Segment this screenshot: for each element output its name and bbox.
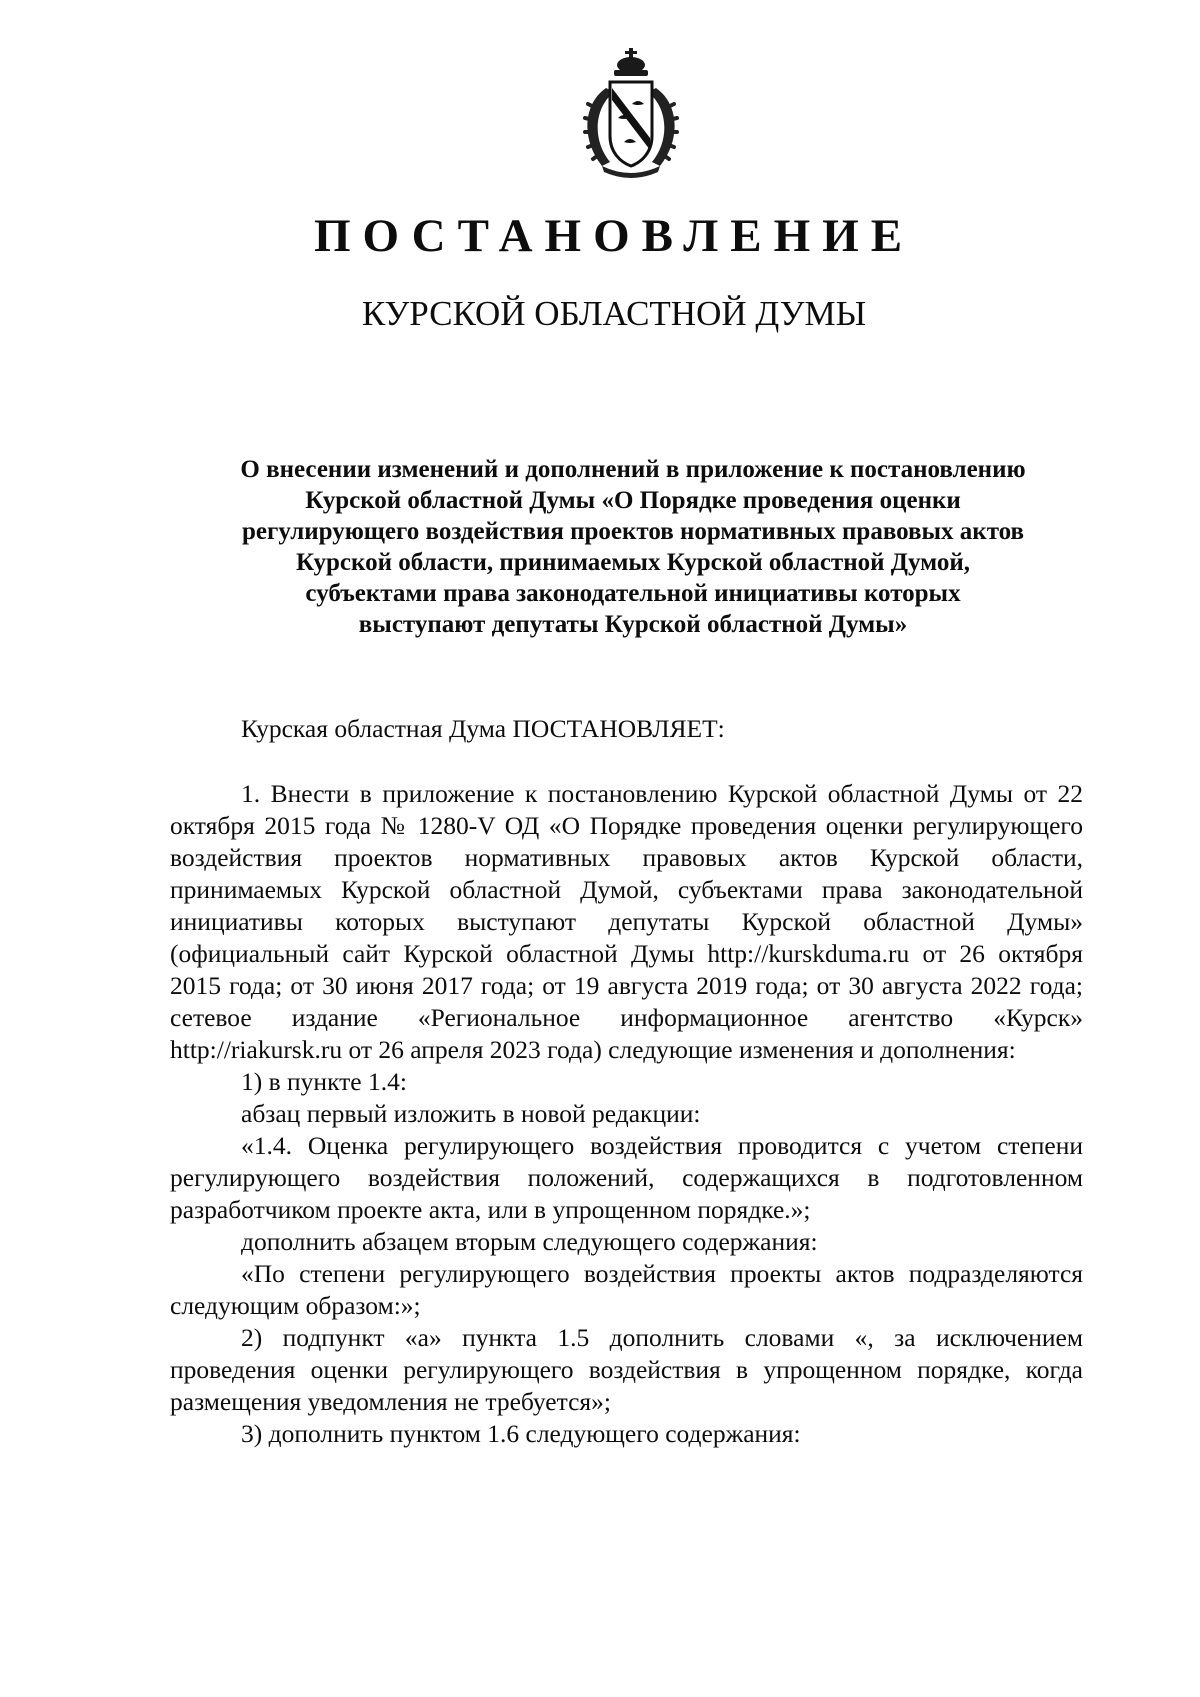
coat-of-arms-icon	[566, 48, 696, 178]
paragraph: 1) в пункте 1.4:	[241, 1067, 407, 1096]
paragraph: 2) подпункт «а» пункта 1.5 дополнить словами «, за исключением проведения оценки регулирующего воздействия в упрощенном порядке, когда размещения уведомления не требуется»;	[170, 1323, 1083, 1416]
paragraph: абзац первый изложить в новой редакции:	[241, 1099, 701, 1128]
heading-line: субъектами права законодательной инициативы которых	[305, 580, 961, 607]
heading-line: Курской области, принимаемых Курской областной Думой,	[296, 549, 970, 576]
resolution-intro: Курская областная Дума ПОСТАНОВЛЯЕТ:	[241, 714, 725, 743]
paragraph: дополнить абзацем вторым следующего содержания:	[241, 1227, 818, 1256]
heading-line: регулирующего воздействия проектов нормативных правовых актов	[241, 518, 1025, 545]
paragraph: 3) дополнить пунктом 1.6 следующего содержания:	[241, 1419, 801, 1448]
document-body	[170, 713, 1083, 1450]
document-title: ПОСТАНОВЛЕНИЕ	[313, 210, 915, 262]
document-heading	[150, 454, 1116, 640]
document-subtitle: КУРСКОЙ ОБЛАСТНОЙ ДУМЫ	[361, 294, 867, 333]
paragraph: «1.4. Оценка регулирующего воздействия проводится с учетом степени регулирующего воздействия положений, содержащихся в подготовленном разработчиком проекте акта, или в упрощенном порядке.»;	[170, 1131, 1083, 1224]
heading-line: выступают депутаты Курской областной Думы»	[358, 611, 908, 638]
heading-line: О внесении изменений и дополнений в приложение к постановлению	[240, 456, 1026, 483]
heading-line: Курской областной Думы «О Порядке проведения оценки	[305, 487, 961, 514]
paragraph: 1. Внести в приложение к постановлению Курской областной Думы от 22 октября 2015 года № 1280-V ОД «О Порядке проведения оценки регулирующего воздействия проектов нормативных правовых актов Курской области, принимаемых Курской областной Думой, субъектами права законодательной инициативы которых выступают депутаты Курской областной Думы» (официальный сайт Курской областной Думы http://kurskduma.ru от 26 октября 2015 года; от 30 июня 2017 года; от 19 августа 2019 года; от 30 августа 2022 года; сетевое издание «Региональное информационное агентство «Курск» http://riakursk.ru от 26 апреля 2023 года) следующие изменения и дополнения:	[170, 779, 1083, 1064]
paragraph: «По степени регулирующего воздействия проекты актов подразделяются следующим образом:»;	[170, 1259, 1083, 1320]
